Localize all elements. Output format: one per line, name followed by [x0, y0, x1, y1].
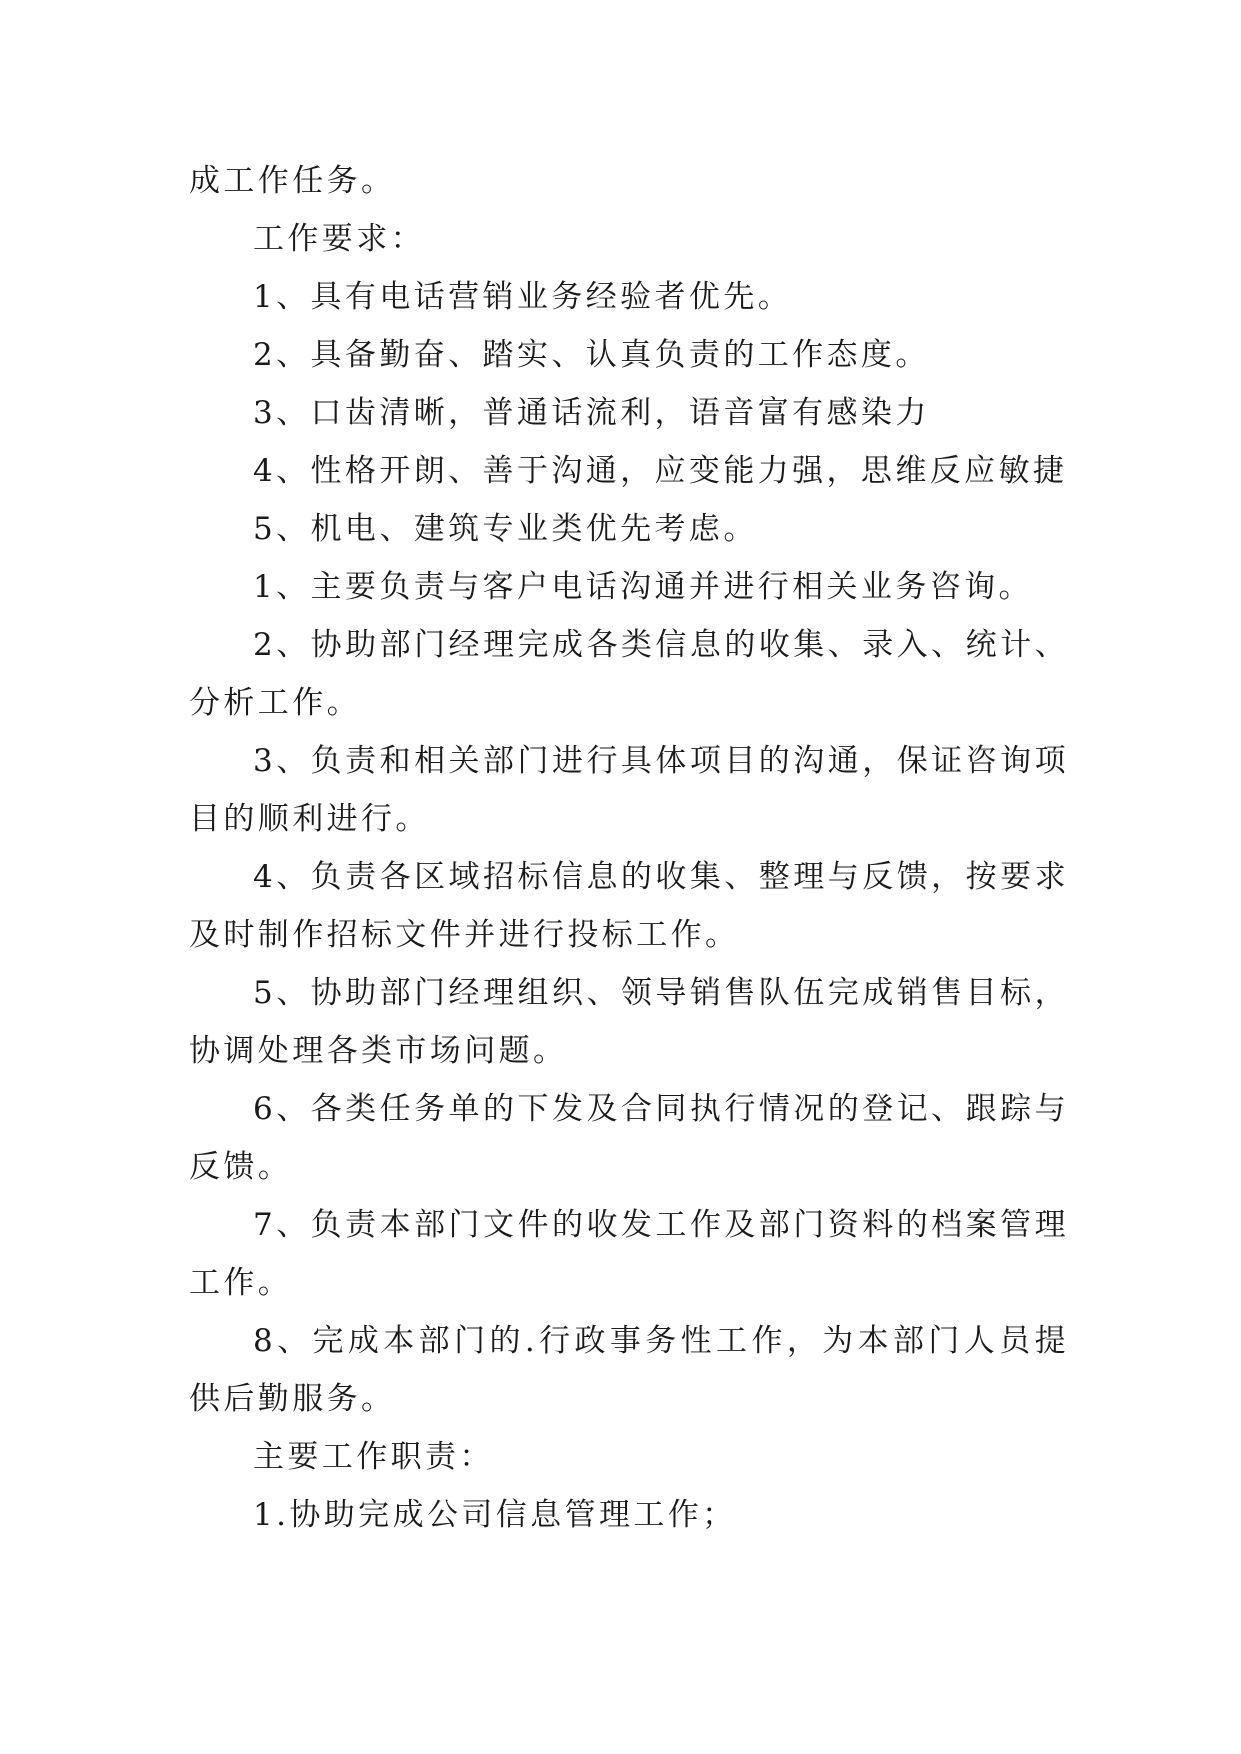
- requirement-item-4: 4、性格开朗、善于沟通，应变能力强，思维反应敏捷: [253, 453, 1068, 489]
- duty-item-4: 4、负责各区域招标信息的收集、整理与反馈，按要求及时制作招标文件并进行投标工作。: [189, 859, 1069, 953]
- duty-item-6: 6、各类任务单的下发及合同执行情况的登记、跟踪与反馈。: [189, 1091, 1069, 1185]
- requirement-item-2: 2、具备勤奋、踏实、认真负责的工作态度。: [253, 337, 930, 373]
- requirement-item-5: 5、机电、建筑专业类优先考虑。: [253, 511, 758, 547]
- duty-item-7: 7、负责本部门文件的收发工作及部门资料的档案管理工作。: [189, 1207, 1069, 1301]
- document-body: [189, 152, 1069, 1544]
- heading-main-duties: 主要工作职责：: [253, 1439, 494, 1475]
- duty-item-8: 8、完成本部门的.行政事务性工作，为本部门人员提供后勤服务。: [189, 1323, 1069, 1417]
- main-duty-item-1: 1.协助完成公司信息管理工作；: [253, 1497, 737, 1533]
- duty-item-1: 1、主要负责与客户电话沟通并进行相关业务咨询。: [253, 569, 1033, 605]
- duty-item-2: 2、协助部门经理完成各类信息的收集、录入、统计、分析工作。: [189, 627, 1069, 721]
- paragraph-continuation: 成工作任务。: [189, 163, 396, 199]
- requirement-item-1: 1、具有电话营销业务经验者优先。: [253, 279, 793, 315]
- duty-item-3: 3、负责和相关部门进行具体项目的沟通，保证咨询项目的顺利进行。: [189, 743, 1069, 837]
- requirement-item-3: 3、口齿清晰，普通话流利，语音富有感染力: [253, 395, 930, 431]
- duty-item-5: 5、协助部门经理组织、领导销售队伍完成销售目标，协调处理各类市场问题。: [189, 975, 1069, 1069]
- heading-work-requirements: 工作要求：: [253, 221, 425, 257]
